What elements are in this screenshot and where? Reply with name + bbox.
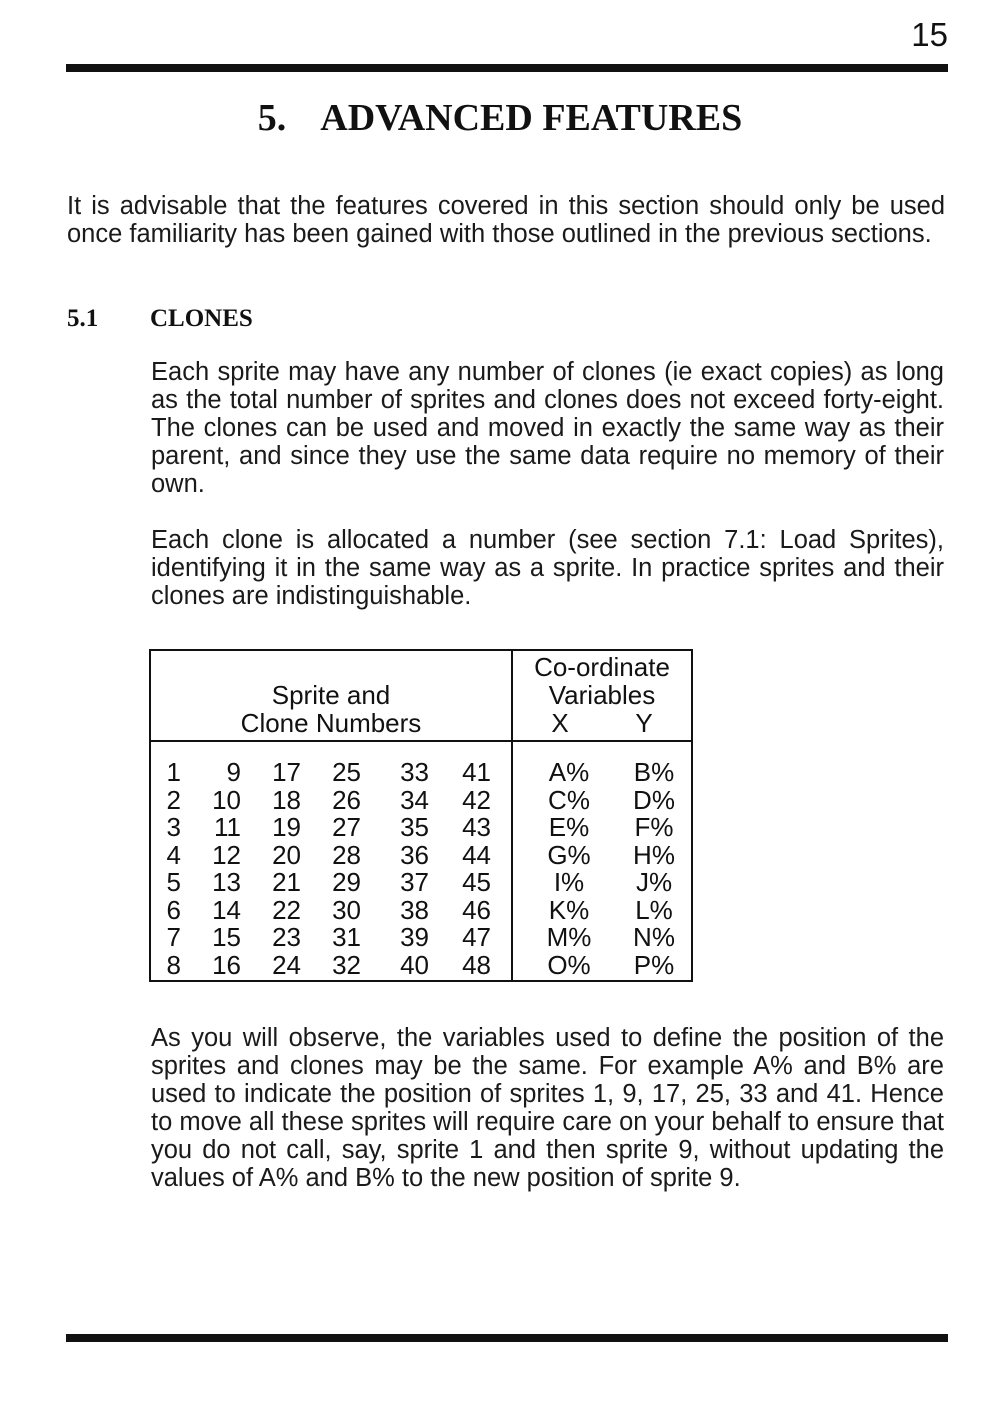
- sprite-number-cell: 17: [272, 757, 301, 787]
- coordinate-var-x: A%: [548, 757, 590, 787]
- coordinate-var-x: I%: [553, 867, 585, 897]
- header-variables: Variables: [548, 680, 656, 710]
- sprite-number-cell: 13: [212, 867, 241, 897]
- table-row: [151, 813, 691, 841]
- coordinate-var-y: H%: [633, 839, 675, 870]
- sprite-number-cell: 19: [272, 812, 301, 842]
- chapter-title-text: ADVANCED FEATURES: [320, 97, 743, 139]
- header-x: X: [551, 708, 569, 738]
- sprite-number-cell: 43: [462, 812, 491, 842]
- coordinate-var-x: M%: [546, 922, 592, 952]
- sprite-number-cell: 40: [400, 949, 429, 980]
- coordinate-var-y: N%: [633, 922, 675, 952]
- header-clone-numbers: Clone Numbers: [240, 708, 422, 738]
- sprite-number-cell: 29: [332, 867, 361, 897]
- coordinate-var-y: D%: [633, 784, 675, 815]
- sprite-number-cell: 28: [332, 839, 361, 870]
- sprite-number-cell: 46: [462, 894, 491, 925]
- sprite-number-cell: 3: [166, 812, 181, 842]
- sprite-number-cell: 16: [212, 949, 241, 980]
- sprite-number-cell: 45: [462, 867, 491, 897]
- sprite-number-cell: 21: [272, 867, 301, 897]
- header-xy: [513, 709, 691, 737]
- sprite-number-cell: 44: [462, 839, 491, 870]
- coordinate-var-y: F%: [634, 812, 674, 842]
- section-heading: [67, 305, 253, 333]
- sprite-number-cell: 42: [462, 784, 491, 815]
- sprite-number-cell: 5: [166, 867, 181, 897]
- sprite-number-cell: 2: [166, 784, 181, 815]
- sprite-number-cell: 8: [166, 949, 181, 980]
- clones-paragraph-2: Each clone is allocated a number (see section 7.1: Load Sprites), identifying it in the same way as a sprite. In practice sprites and their clones are indistinguishable.: [151, 526, 944, 610]
- sprite-number-cell: 9: [226, 757, 241, 787]
- table-header-divider: [151, 740, 691, 742]
- sprite-number-cell: 20: [272, 839, 301, 870]
- header-sprite-and: Sprite and: [271, 680, 391, 710]
- sprite-number-cell: 10: [212, 784, 241, 815]
- sprite-number-cell: 23: [272, 922, 301, 952]
- sprite-number-cell: 30: [332, 894, 361, 925]
- coordinate-var-x: G%: [547, 839, 591, 870]
- coordinate-var-y: L%: [635, 894, 673, 925]
- sprite-number-cell: 15: [212, 922, 241, 952]
- table-row: [151, 786, 691, 814]
- sprite-number-cell: 6: [166, 894, 181, 925]
- sprite-number-cell: 24: [272, 949, 301, 980]
- table-row: [151, 841, 691, 869]
- table-header-variables: [513, 653, 691, 737]
- chapter-title: [0, 96, 1000, 140]
- sprite-number-cell: 25: [332, 757, 361, 787]
- chapter-number: 5.: [257, 97, 287, 139]
- table-row: [151, 896, 691, 924]
- sprite-number-cell: 4: [166, 839, 181, 870]
- sprite-table: [149, 649, 693, 982]
- header-y: Y: [635, 708, 653, 738]
- sprite-number-cell: 12: [212, 839, 241, 870]
- table-row: [151, 951, 691, 979]
- sprite-number-cell: 11: [214, 812, 241, 842]
- bottom-rule: [66, 1334, 948, 1342]
- sprite-number-cell: 31: [332, 922, 361, 952]
- table-header-numbers: [151, 681, 511, 737]
- coordinate-var-x: E%: [548, 812, 590, 842]
- section-title: CLONES: [150, 305, 253, 332]
- sprite-number-cell: 14: [212, 894, 241, 925]
- section-number: 5.1: [67, 305, 99, 332]
- page-number: 15: [911, 16, 948, 53]
- coordinate-var-y: J%: [635, 867, 673, 897]
- table-row: [151, 868, 691, 896]
- header-coordinate: Co-ordinate: [534, 652, 670, 682]
- sprite-number-cell: 7: [166, 922, 181, 952]
- sprite-number-cell: 18: [272, 784, 301, 815]
- sprite-number-cell: 41: [462, 757, 491, 787]
- sprite-number-cell: 37: [400, 867, 429, 897]
- coordinate-var-x: O%: [547, 949, 591, 980]
- sprite-number-cell: 22: [272, 894, 301, 925]
- sprite-number-cell: 38: [400, 894, 429, 925]
- sprite-number-cell: 39: [400, 922, 429, 952]
- table-row: [151, 923, 691, 951]
- sprite-number-cell: 26: [332, 784, 361, 815]
- top-rule: [66, 64, 948, 72]
- table-row: [151, 758, 691, 786]
- coordinate-var-x: K%: [548, 894, 590, 925]
- sprite-number-cell: 34: [400, 784, 429, 815]
- sprite-number-cell: 33: [400, 757, 429, 787]
- sprite-number-cell: 32: [332, 949, 361, 980]
- sprite-number-cell: 47: [462, 922, 491, 952]
- sprite-number-cell: 36: [400, 839, 429, 870]
- coordinate-var-y: P%: [633, 949, 675, 980]
- coordinate-var-x: C%: [548, 784, 590, 815]
- clones-paragraph-1: Each sprite may have any number of clones (ie exact copies) as long as the total number of sprites and clones does not exceed forty-eight. The clones can be used and moved in exactly the same way as their parent, and since they use the same data require no memory of their own.: [151, 358, 944, 498]
- sprite-number-cell: 35: [400, 812, 429, 842]
- sprite-number-cell: 27: [332, 812, 361, 842]
- clones-paragraph-3: As you will observe, the variables used to define the position of the sprites and clones may be the same. For example A% and B% are used to indicate the position of sprites 1, 9, 17, 25, 33 and 41. Hence to move all these sprites will require care on your behalf to ensure that you do not call, say, sprite 1 and then sprite 9, without updating the values of A% and B% to the new position of sprite 9.: [151, 1024, 944, 1192]
- sprite-number-cell: 48: [462, 949, 491, 980]
- sprite-number-cell: 1: [166, 757, 181, 787]
- intro-paragraph: It is advisable that the features covered in this section should only be used once familiarity has been gained with those outlined in the previous sections.: [67, 192, 945, 248]
- coordinate-var-y: B%: [633, 757, 675, 787]
